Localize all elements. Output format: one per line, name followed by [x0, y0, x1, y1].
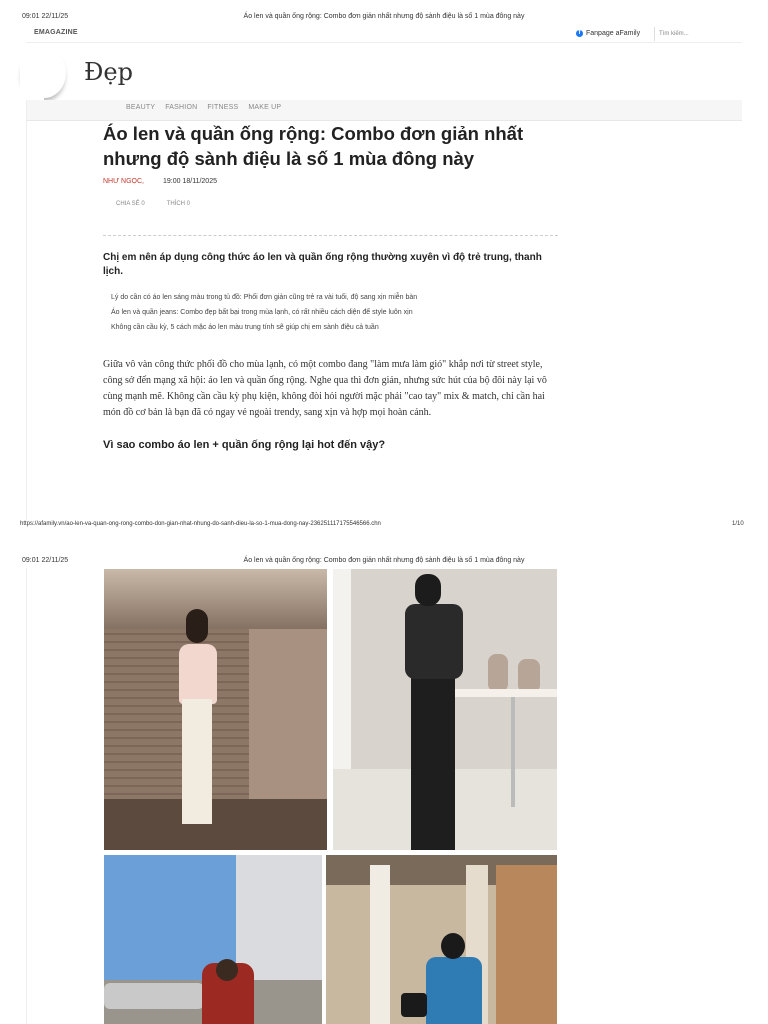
site-topbar	[26, 27, 742, 43]
nav-item-makeup[interactable]: MAKE UP	[248, 104, 282, 111]
fanpage-label: Fanpage aFamily	[586, 30, 641, 37]
share-button[interactable]: CHIA SẺ 0	[116, 201, 145, 207]
like-button[interactable]: THÍCH 0	[166, 201, 191, 207]
nav-item-fashion[interactable]: FASHION	[165, 104, 198, 111]
print-header	[0, 13, 768, 25]
divider	[103, 235, 558, 236]
related-link[interactable]: Không cần cầu kỳ, 5 cách mặc áo len màu trung tính sẽ giúp chị em sành điệu cả tuần	[111, 324, 379, 331]
article-body: Giữa vô vàn công thức phối đồ cho mùa lạnh, có một combo đang "làm mưa làm gió" khắp nơi từ street style, công sở đến mạng xã hội: áo len và quần ống rộng. Nghe qua thì đơn giản, nhưng sức hút của bộ đôi này lại vô cùng mạnh mẽ. Không cần cầu kỳ phụ kiện, không đòi hỏi người mặc phải "cao tay" mix & match, chỉ cần hai món đồ cơ bản là bạn đã có ngay vẻ ngoài trendy, sang xịn và hợp mọi hoàn cảnh.	[103, 359, 547, 418]
section-brand[interactable]: Đẹp	[84, 58, 133, 86]
search-input[interactable]: Tìm kiếm...	[654, 27, 742, 41]
nav-item-beauty[interactable]: BEAUTY	[126, 104, 156, 111]
article-sapo: Chị em nên áp dụng công thức áo len và quần ống rộng thường xuyên vì độ trẻ trung, thanh lịch.	[103, 252, 542, 277]
print-datetime: 09:01 22/11/25	[22, 557, 69, 564]
article-author[interactable]: NHƯ NGỌC,	[103, 178, 144, 185]
article-title: Áo len và quần ống rộng: Combo đơn giản nhất nhưng độ sành điệu là số 1 mùa đông này	[103, 123, 524, 169]
print-doc-title: Áo len và quần ống rộng: Combo đơn giản nhất nhưng độ sành điệu là số 1 mùa đông này	[243, 557, 525, 564]
facebook-icon: f	[576, 30, 583, 37]
related-links	[111, 290, 561, 335]
article-subheading: Vì sao combo áo len + quần ống rộng lại hot đến vậy?	[103, 439, 386, 451]
nav-item-fitness[interactable]: FITNESS	[207, 104, 239, 111]
outfit-photo-red-sweater	[104, 855, 322, 1024]
outfit-photo-blue-sweater	[326, 855, 557, 1024]
outfit-photo-black-sweater	[333, 569, 557, 850]
article-time: 19:00 18/11/2025	[163, 178, 217, 185]
outfit-photo-pink-sweater	[104, 569, 327, 850]
fanpage-link[interactable]	[576, 30, 640, 37]
emagazine-link[interactable]: EMAGAZINE	[34, 29, 78, 36]
print-page-number: 1/10	[732, 521, 744, 527]
print-doc-title: Áo len và quần ống rộng: Combo đơn giản nhất nhưng độ sành điệu là số 1 mùa đông này	[243, 13, 525, 20]
section-nav	[26, 100, 742, 121]
print-header-page2	[0, 557, 768, 569]
related-link[interactable]: Áo len và quần jeans: Combo đẹp bất bại trong mùa lạnh, có rất nhiều cách diện để style luôn xịn	[111, 309, 413, 316]
social-actions	[116, 201, 190, 207]
print-datetime: 09:01 22/11/25	[22, 13, 69, 20]
print-footer-url: https://afamily.vn/ao-len-va-quan-ong-rong-combo-don-gian-nhat-nhung-do-sanh-dieu-la-so-1-mua-dong-nay-236251117175546566.chn	[20, 521, 381, 527]
related-link[interactable]: Lý do cần có áo len sáng màu trong tủ đồ: Phối đơn giản cũng trẻ ra vài tuổi, độ sang xịn miễn bàn	[111, 294, 418, 301]
